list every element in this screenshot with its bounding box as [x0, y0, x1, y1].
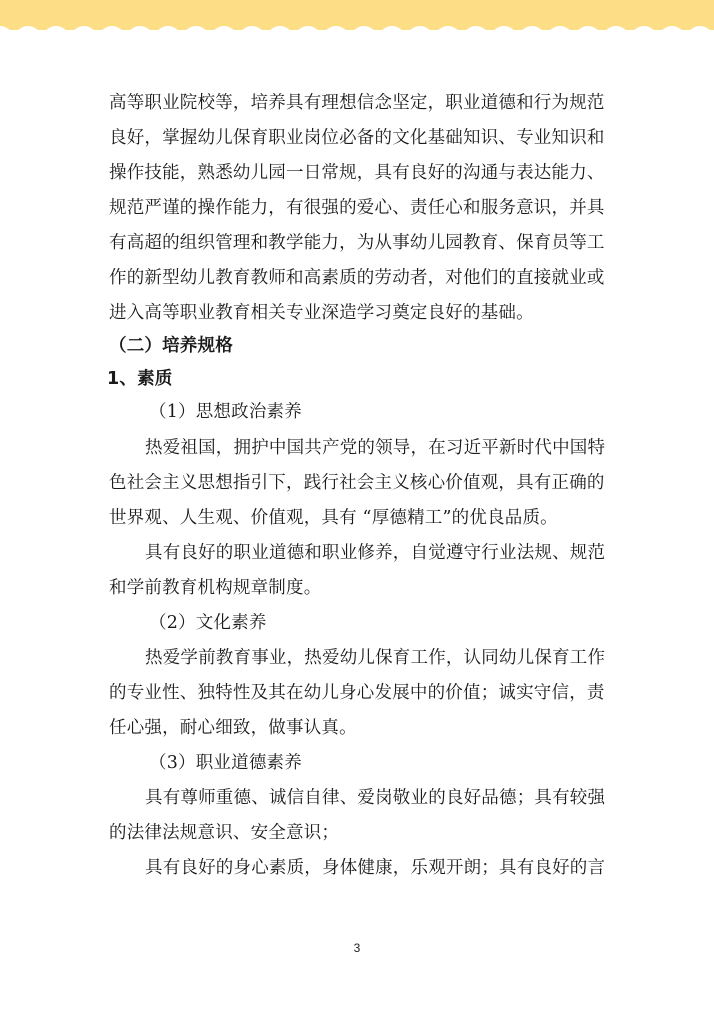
intro-line-1: 高等职业院校等，培养具有理想信念坚定，职业道德和行为规范	[109, 93, 605, 113]
item2-p1-line-2: 的专业性、独特性及其在幼儿身心发展中的价值；诚实守信，责	[109, 683, 605, 703]
item1-title: （1）思想政治素养	[149, 402, 302, 422]
item1-p1-line-1: 热爱祖国，拥护中国共产党的领导，在习近平新时代中国特	[145, 438, 606, 458]
intro-line-4: 规范严谨的操作能力，有很强的爱心、责任心和服务意识，并具	[109, 198, 605, 218]
item1-p2-line-2: 和学前教育机构规章制度。	[109, 578, 322, 598]
intro-line-3: 操作技能，熟悉幼儿园一日常规，具有良好的沟通与表达能力、	[109, 163, 605, 183]
item1-p1-line-3: 世界观、人生观、价值观，具有 “厚德精工”的优良品质。	[109, 508, 558, 528]
item1-p1-line-2: 色社会主义思想指引下，践行社会主义核心价值观，具有正确的	[109, 473, 605, 493]
scalloped-top-border	[0, 0, 714, 42]
item3-p2-line-1: 具有良好的身心素质，身体健康，乐观开朗；具有良好的言	[145, 858, 606, 878]
item3-title: （3）职业道德素养	[149, 753, 302, 773]
page-number: 3	[353, 941, 361, 955]
intro-line-5: 有高超的组织管理和教学能力，为从事幼儿园教育、保育员等工	[109, 233, 605, 253]
item2-p1-line-3: 任心强，耐心细致，做事认真。	[109, 718, 357, 738]
subsection-heading: 1、素质	[107, 369, 173, 389]
item2-title: （2）文化素养	[149, 613, 267, 633]
intro-line-6: 作的新型幼儿教育教师和高素质的劳动者，对他们的直接就业或	[109, 268, 605, 288]
section-heading: （二）培养规格	[109, 336, 233, 356]
item3-p1-line-2: 的法律法规意识、安全意识；	[109, 823, 340, 843]
item3-p1-line-1: 具有尊师重德、诚信自律、爱岗敬业的良好品德；具有较强	[145, 788, 606, 808]
intro-line-2: 良好，掌握幼儿保育职业岗位必备的文化基础知识、专业知识和	[109, 128, 605, 148]
item2-p1-line-1: 热爱学前教育事业，热爱幼儿保育工作，认同幼儿保育工作	[145, 648, 606, 668]
item1-p2-line-1: 具有良好的职业道德和职业修养，自觉遵守行业法规、规范	[145, 543, 606, 563]
intro-line-7: 进入高等职业教育相关专业深造学习奠定良好的基础。	[109, 303, 534, 323]
